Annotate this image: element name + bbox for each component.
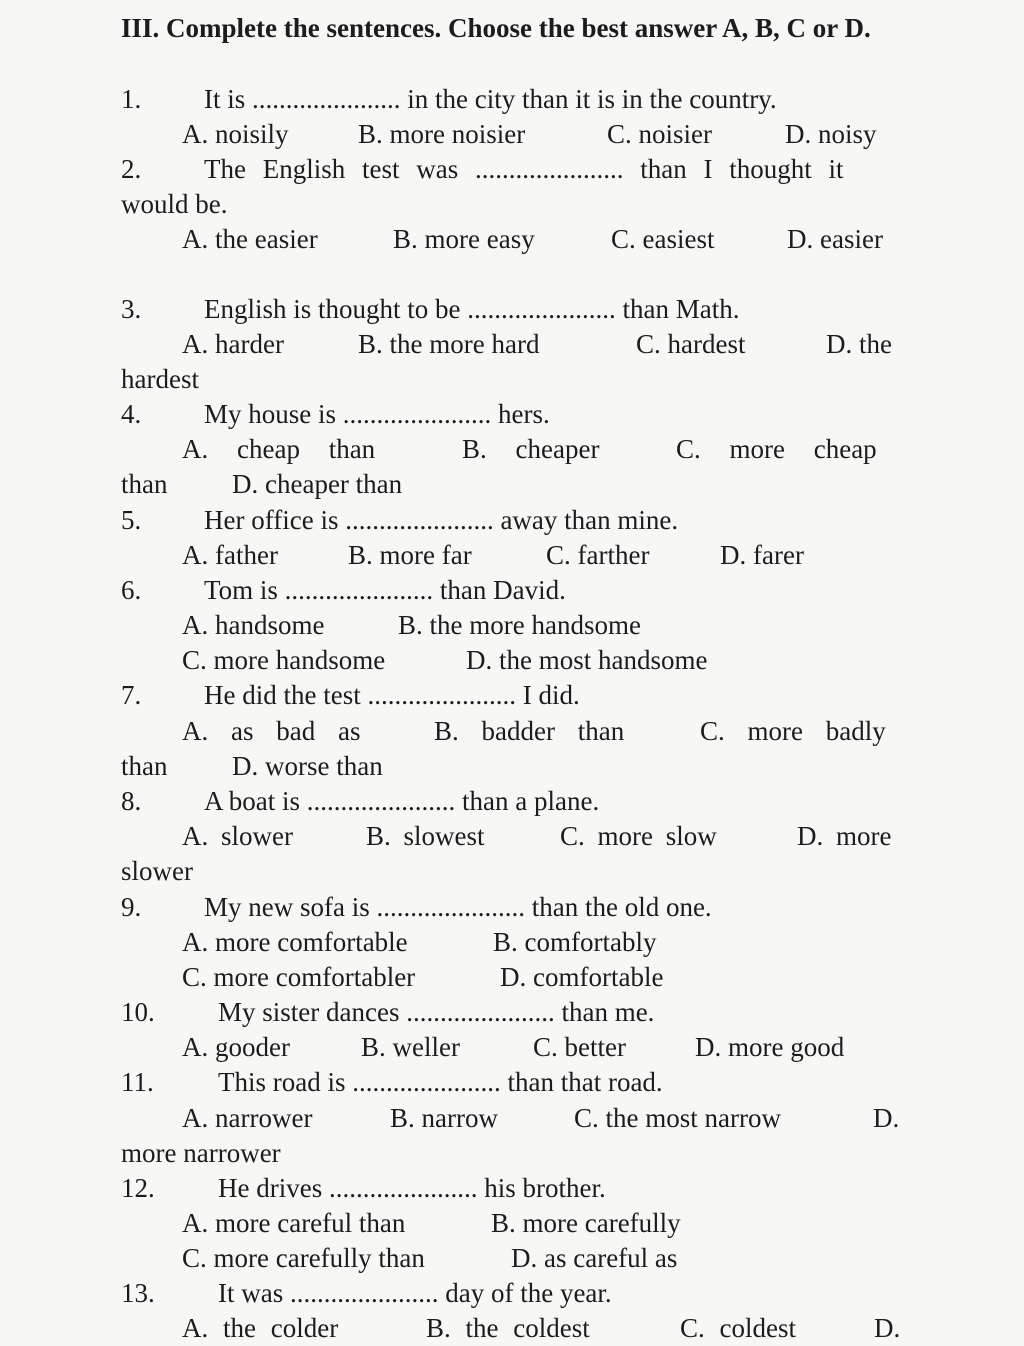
option-d: D.	[873, 1103, 900, 1133]
question-stem: Her office is ...................... away than mine.	[204, 505, 679, 535]
option-b: B. more easy	[393, 224, 535, 254]
question-number: 9.	[121, 892, 142, 922]
question-number: 5.	[121, 505, 142, 535]
option-d: D. as careful as	[511, 1243, 678, 1273]
option-c: C. more cheap	[676, 434, 877, 464]
option-a: A. more comfortable	[182, 927, 408, 957]
question-stem: He did the test ...................... I did.	[204, 680, 580, 710]
option-continued: than	[121, 469, 168, 499]
option-a: A. handsome	[182, 610, 325, 640]
option-b: B. the more handsome	[398, 610, 641, 640]
option-d: D. the most handsome	[466, 645, 708, 675]
option-d: D. more	[797, 821, 892, 851]
option-c: C. coldest	[680, 1313, 796, 1343]
option-a: A. the colder	[182, 1313, 339, 1343]
option-d: D. farer	[720, 540, 804, 570]
option-c: C. better	[533, 1032, 626, 1062]
section-heading: III. Complete the sentences. Choose the best answer A, B, C or D.	[121, 13, 871, 43]
option-b: B. narrow	[390, 1103, 498, 1133]
question-number: 10.	[121, 997, 155, 1027]
option-c: C. farther	[546, 540, 650, 570]
option-a: A. harder	[182, 329, 284, 359]
question-stem-continued: would be.	[121, 189, 228, 219]
option-d: D. cheaper than	[232, 469, 403, 499]
question-number: 11.	[121, 1067, 154, 1097]
question-stem: The English test was ...................... than I thought it	[204, 154, 844, 184]
option-a: A. noisily	[182, 119, 289, 149]
option-continued: more narrower	[121, 1138, 281, 1168]
option-d: D.	[874, 1313, 901, 1343]
question-number: 1.	[121, 84, 142, 114]
option-d: D. comfortable	[500, 962, 664, 992]
question-stem: Tom is ...................... than David.	[204, 575, 566, 605]
question-stem: It is ...................... in the city than it is in the country.	[204, 84, 777, 114]
option-b: B. comfortably	[493, 927, 657, 957]
question-stem: English is thought to be ...................... than Math.	[204, 294, 740, 324]
question-stem: A boat is ...................... than a plane.	[204, 786, 600, 816]
option-b: B. more far	[348, 540, 472, 570]
option-a: A. as bad as	[182, 716, 361, 746]
option-c: C. more carefully than	[182, 1243, 425, 1273]
question-number: 2.	[121, 154, 142, 184]
option-d: D. more good	[695, 1032, 845, 1062]
option-b: B. the more hard	[358, 329, 540, 359]
option-d: D. worse than	[232, 751, 383, 781]
option-c: C. more handsome	[182, 645, 386, 675]
option-b: B. badder than	[434, 716, 625, 746]
option-b: B. the coldest	[426, 1313, 590, 1343]
option-b: B. more carefully	[491, 1208, 681, 1238]
question-number: 12.	[121, 1173, 155, 1203]
option-a: A. slower	[182, 821, 293, 851]
option-continued: slower	[121, 856, 193, 886]
question-stem: My new sofa is ...................... than the old one.	[204, 892, 712, 922]
question-number: 6.	[121, 575, 142, 605]
option-d: D. easier	[787, 224, 883, 254]
option-c: C. hardest	[636, 329, 746, 359]
question-stem: My house is ...................... hers.	[204, 399, 550, 429]
option-a: A. father	[182, 540, 278, 570]
question-stem: My sister dances ...................... than me.	[218, 997, 655, 1027]
question-number: 7.	[121, 680, 142, 710]
option-d: D. the	[826, 329, 892, 359]
option-c: C. the most narrow	[574, 1103, 781, 1133]
question-number: 4.	[121, 399, 142, 429]
question-stem: This road is ...................... than that road.	[218, 1067, 663, 1097]
option-b: B. weller	[361, 1032, 460, 1062]
option-a: A. gooder	[182, 1032, 290, 1062]
option-a: A. narrower	[182, 1103, 313, 1133]
question-stem: He drives ...................... his brother.	[218, 1173, 606, 1203]
option-a: A. the easier	[182, 224, 318, 254]
option-d: D. noisy	[785, 119, 877, 149]
option-c: C. more comfortabler	[182, 962, 416, 992]
option-a: A. cheap than	[182, 434, 376, 464]
option-b: B. more noisier	[358, 119, 526, 149]
option-c: C. noisier	[607, 119, 712, 149]
option-continued: than	[121, 751, 168, 781]
question-stem: It was ...................... day of the year.	[218, 1278, 612, 1308]
question-number: 13.	[121, 1278, 155, 1308]
option-c: C. more badly	[700, 716, 886, 746]
option-continued: hardest	[121, 364, 199, 394]
option-c: C. more slow	[560, 821, 717, 851]
option-a: A. more careful than	[182, 1208, 406, 1238]
question-number: 3.	[121, 294, 142, 324]
question-number: 8.	[121, 786, 142, 816]
option-b: B. slowest	[366, 821, 485, 851]
option-b: B. cheaper	[462, 434, 600, 464]
option-c: C. easiest	[611, 224, 715, 254]
